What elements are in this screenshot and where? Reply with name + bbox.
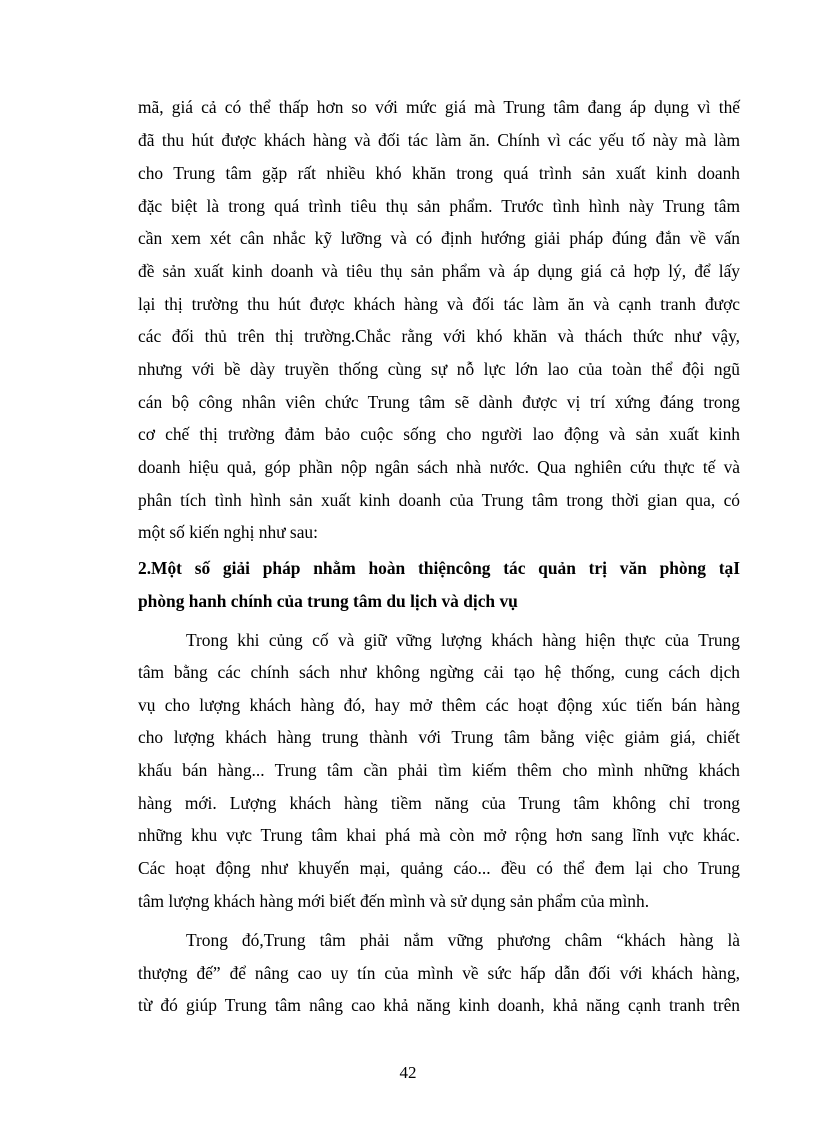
- text-line: cơ chế thị trường đảm bảo cuộc sống cho người lao động và sản xuất kinh: [138, 424, 740, 444]
- text-line: từ đó giúp Trung tâm nâng cao khả năng kinh doanh, khả năng cạnh tranh trên: [138, 995, 740, 1015]
- text-line: cán bộ công nhân viên chức Trung tâm sẽ dành được vị trí xứng đáng trong: [138, 392, 740, 412]
- text-line: đề sản xuất kinh doanh và tiêu thụ sản phẩm và áp dụng giá cả hợp lý, để lấy: [138, 261, 740, 281]
- heading-line: phòng hanh chính của trung tâm du lịch và dịch vụ: [138, 591, 518, 611]
- text-line: cần xem xét cân nhắc kỹ lưỡng và có định hướng giải pháp đúng đắn về vấn: [138, 228, 740, 248]
- text-line: tâm lượng khách hàng mới biết đến mình và sử dụng sản phẩm của mình.: [138, 891, 650, 911]
- text-line: nhưng với bề dày truyền thống cùng sự nỗ lực lớn lao của toàn thể đội ngũ: [138, 359, 740, 379]
- text-line: Trong đó,Trung tâm phải nắm vững phương châm “khách hàng là: [186, 930, 740, 950]
- text-line: một số kiến nghị như sau:: [138, 522, 318, 542]
- text-line: khấu bán hàng... Trung tâm cần phải tìm kiếm thêm cho mình những khách: [138, 760, 740, 780]
- heading-line: 2.Một số giải pháp nhằm hoàn thiệncông tác quản trị văn phòng tạI: [138, 558, 740, 578]
- text-line: doanh hiệu quả, góp phần nộp ngân sách nhà nước. Qua nghiên cứu thực tế và: [138, 457, 740, 477]
- text-line: những khu vực Trung tâm khai phá mà còn mở rộng hơn sang lĩnh vực khác.: [138, 825, 740, 845]
- text-line: các đối thủ trên thị trường.Chắc rằng với khó khăn và thách thức như vậy,: [138, 326, 740, 346]
- page-number: 42: [399, 1063, 417, 1082]
- text-line: Các hoạt động như khuyến mại, quảng cáo... đều có thể đem lại cho Trung: [138, 858, 740, 878]
- text-line: đặc biệt là trong quá trình tiêu thụ sản phẩm. Trước tình hình này Trung tâm: [138, 196, 740, 216]
- text-line: phân tích tình hình sản xuất kinh doanh của Trung tâm trong thời gian qua, có: [138, 490, 740, 510]
- text-line: vụ cho lượng khách hàng đó, hay mở thêm các hoạt động xúc tiến bán hàng: [138, 695, 740, 715]
- text-line: tâm bằng các chính sách như không ngừng cải tạo hệ thống, cung cách dịch: [138, 662, 740, 682]
- text-line: thượng đế” để nâng cao uy tín của mình về sức hấp dẫn đối với khách hàng,: [138, 963, 740, 983]
- text-line: cho Trung tâm gặp rất nhiều khó khăn trong quá trình sản xuất kinh doanh: [138, 163, 740, 183]
- text-line: Trong khi củng cố và giữ vững lượng khách hàng hiện thực của Trung: [186, 630, 740, 650]
- text-line: mã, giá cả có thể thấp hơn so với mức giá mà Trung tâm đang áp dụng vì thế: [138, 97, 740, 117]
- text-line: hàng mới. Lượng khách hàng tiềm năng của Trung tâm không chỉ trong: [138, 793, 740, 813]
- text-line: cho lượng khách hàng trung thành với Trung tâm bằng việc giảm giá, chiết: [138, 727, 740, 747]
- text-line: lại thị trường thu hút được khách hàng và đối tác làm ăn và cạnh tranh được: [138, 294, 740, 314]
- text-line: đã thu hút được khách hàng và đối tác làm ăn. Chính vì các yếu tố này mà làm: [138, 130, 740, 150]
